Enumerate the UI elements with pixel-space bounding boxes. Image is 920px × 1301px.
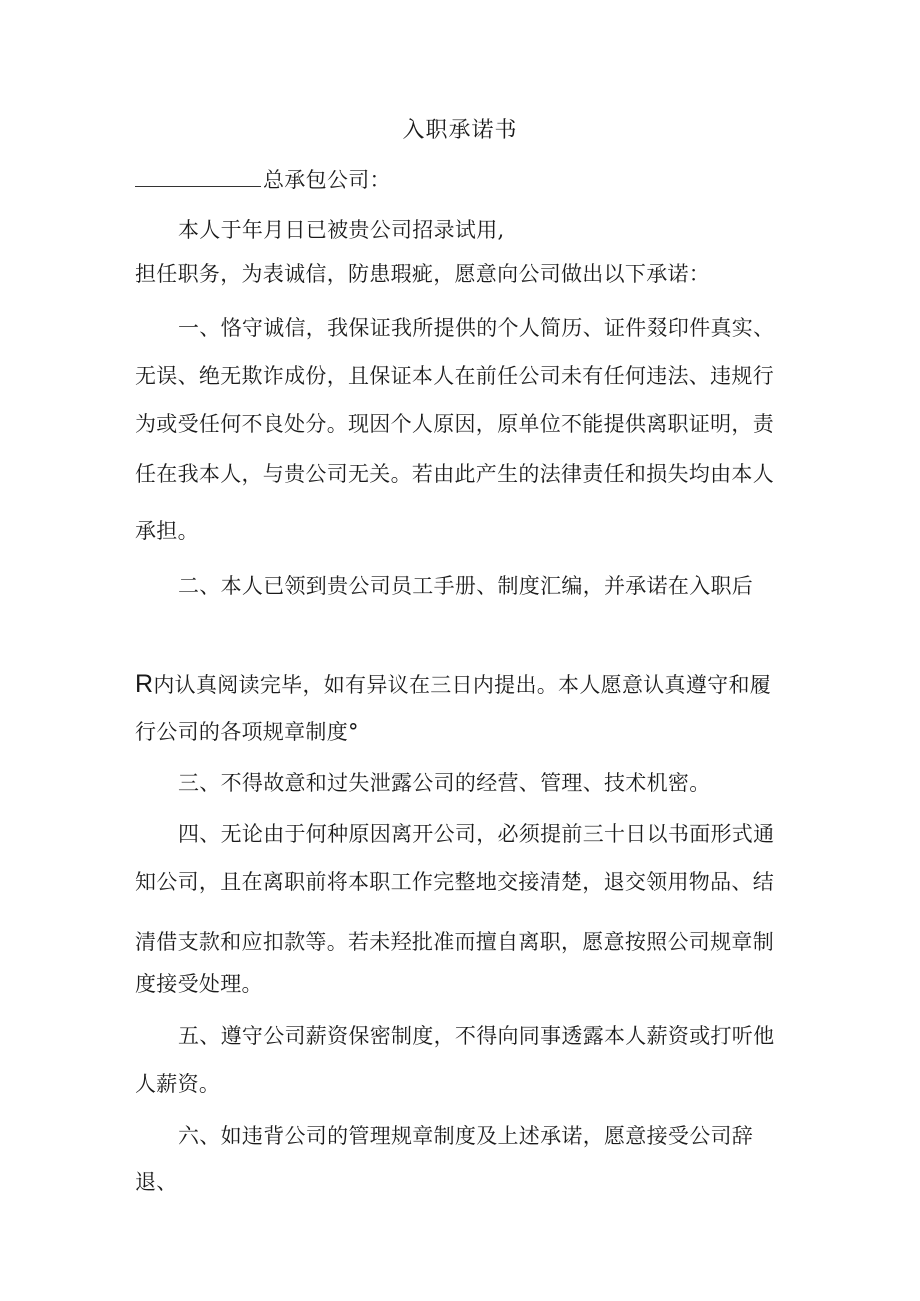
clause-2-line-2 <box>135 670 771 699</box>
clause-1-line-4: 任在我本人，与贵公司无关。若由此产生的法律责任和损失均由本人 <box>135 462 774 486</box>
clause-1-line-3: 为或受任何不良处分。现因个人原因，原单位不能提供离职证明，责 <box>135 412 774 436</box>
clause-2-line-3: 行公司的各项规章制度° <box>135 720 359 744</box>
clause-2-line-2-text: 内认真阅读完毕，如有异议在三日内提出。本人愿意认真遵守和履 <box>153 673 772 697</box>
addressee-line <box>135 166 391 194</box>
blank-company-name <box>135 168 261 187</box>
clause-1-line-1: 一、恪守诚信，我保证我所提供的个人简历、证件叕印件真实、 <box>178 316 775 340</box>
intro-line-1: 本人于年月日已被贵公司招录试用, <box>178 218 505 242</box>
clause-5-line-2: 人薪资。 <box>135 1072 221 1096</box>
clause-4-line-1: 四、无论由于何种原因离开公司，必须提前三十日以书面形式通 <box>178 822 775 846</box>
addressee-text: 总承包公司： <box>263 168 391 192</box>
clause-4-line-4: 度接受处理。 <box>135 972 263 996</box>
clause-6-line-1: 六、如违背公司的管理规章制度及上述承诺，愿意接受公司辞 <box>178 1124 754 1148</box>
clause-4-line-3: 清借支款和应扣款等。若未羟批准而擅自离职，愿意按照公司规章制 <box>135 930 774 954</box>
clause-3-line-1: 三、不得故意和过失泄露公司的经营、管理、技术机密。 <box>178 771 711 795</box>
document-title: 入职承诺书 <box>402 118 518 143</box>
clause-2-glyph-r: R <box>135 670 154 698</box>
clause-2-line-1: 二、本人已领到贵公司员工手册、制度汇编，并承诺在入职后 <box>178 574 754 598</box>
clause-6-line-2: 退、 <box>135 1170 178 1194</box>
clause-5-line-1: 五、遵守公司薪资保密制度，不得向同事透露本人薪资或打听他 <box>178 1024 775 1048</box>
clause-1-line-2: 无误、绝无欺诈成份，且保证本人在前任公司未有任何违法、违规行 <box>135 364 774 388</box>
clause-1-line-5: 承担。 <box>135 519 199 543</box>
clause-4-line-2: 知公司，且在离职前将本职工作完整地交接清楚，退交领用物品、结 <box>135 870 774 894</box>
intro-line-2: 担任职务，为表诚信，防患瑕疵，愿意向公司做出以下承诺： <box>135 262 711 286</box>
